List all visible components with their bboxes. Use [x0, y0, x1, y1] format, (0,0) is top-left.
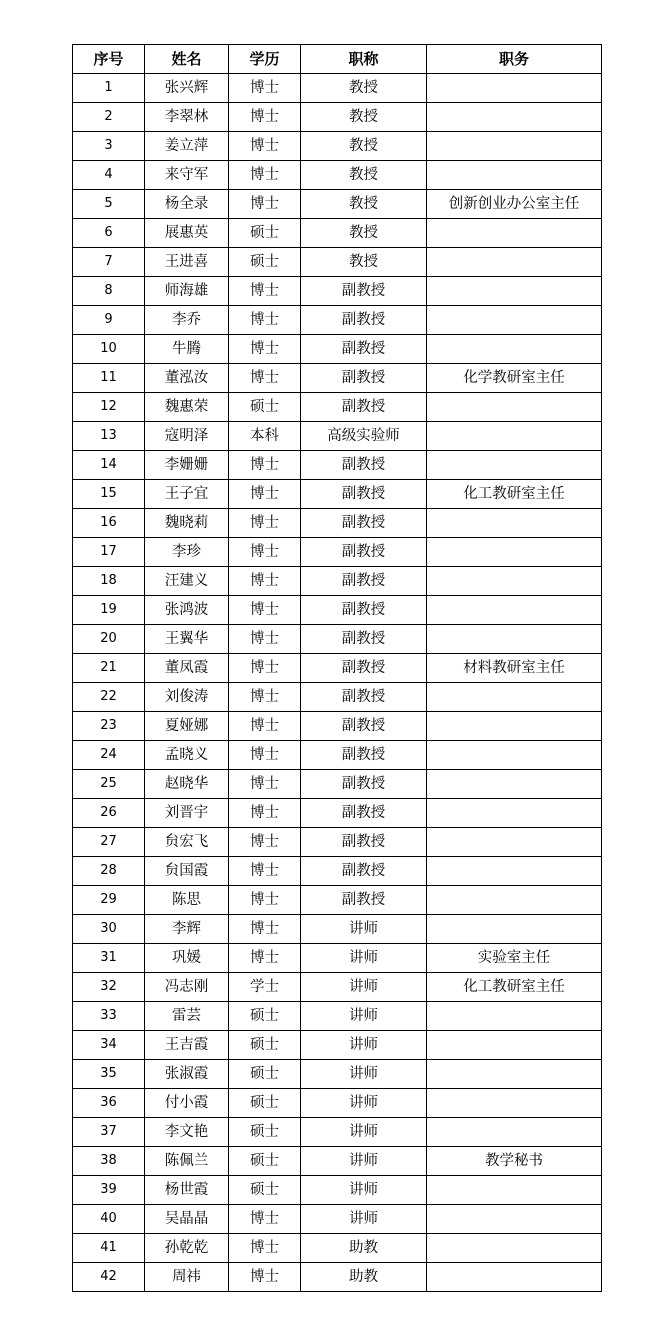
cell-title: 讲师	[301, 1205, 427, 1234]
cell-education: 博士	[229, 799, 301, 828]
cell-name: 李姗姗	[145, 451, 229, 480]
cell-name: 王翼华	[145, 625, 229, 654]
cell-name: 王子宜	[145, 480, 229, 509]
cell-no: 7	[73, 248, 145, 277]
table-row	[73, 277, 602, 306]
cell-no: 33	[73, 1002, 145, 1031]
cell-position	[427, 161, 602, 190]
table-row	[73, 103, 602, 132]
table-row	[73, 915, 602, 944]
cell-no: 16	[73, 509, 145, 538]
cell-no: 6	[73, 219, 145, 248]
cell-name: 李珍	[145, 538, 229, 567]
cell-education: 博士	[229, 538, 301, 567]
cell-name: 魏惠荣	[145, 393, 229, 422]
cell-no: 28	[73, 857, 145, 886]
table-row	[73, 741, 602, 770]
cell-position	[427, 828, 602, 857]
cell-title: 副教授	[301, 799, 427, 828]
cell-no: 42	[73, 1263, 145, 1292]
cell-title: 教授	[301, 190, 427, 219]
table-row	[73, 1031, 602, 1060]
header-position: 职务	[427, 45, 602, 74]
header-education: 学历	[229, 45, 301, 74]
cell-education: 博士	[229, 509, 301, 538]
cell-title: 副教授	[301, 596, 427, 625]
table-row	[73, 219, 602, 248]
cell-education: 博士	[229, 683, 301, 712]
cell-position: 化学教研室主任	[427, 364, 602, 393]
cell-position	[427, 857, 602, 886]
table-row	[73, 306, 602, 335]
cell-title: 副教授	[301, 306, 427, 335]
cell-position	[427, 306, 602, 335]
cell-no: 27	[73, 828, 145, 857]
cell-title: 讲师	[301, 1031, 427, 1060]
cell-name: 姜立萍	[145, 132, 229, 161]
cell-name: 雷芸	[145, 1002, 229, 1031]
table-row	[73, 364, 602, 393]
cell-education: 博士	[229, 915, 301, 944]
cell-education: 博士	[229, 1205, 301, 1234]
cell-education: 博士	[229, 886, 301, 915]
table-row	[73, 1002, 602, 1031]
table-row	[73, 886, 602, 915]
cell-title: 副教授	[301, 335, 427, 364]
cell-education: 博士	[229, 1234, 301, 1263]
cell-no: 36	[73, 1089, 145, 1118]
table-row	[73, 132, 602, 161]
cell-title: 教授	[301, 103, 427, 132]
table-row	[73, 190, 602, 219]
cell-position	[427, 335, 602, 364]
table-row	[73, 393, 602, 422]
cell-position	[427, 1002, 602, 1031]
cell-no: 12	[73, 393, 145, 422]
cell-name: 陈思	[145, 886, 229, 915]
cell-position	[427, 103, 602, 132]
cell-education: 博士	[229, 451, 301, 480]
cell-title: 副教授	[301, 683, 427, 712]
cell-title: 副教授	[301, 364, 427, 393]
cell-no: 25	[73, 770, 145, 799]
cell-no: 19	[73, 596, 145, 625]
header-title: 职称	[301, 45, 427, 74]
cell-title: 讲师	[301, 1060, 427, 1089]
cell-name: 张兴辉	[145, 74, 229, 103]
cell-education: 硕士	[229, 1002, 301, 1031]
cell-education: 博士	[229, 625, 301, 654]
cell-no: 41	[73, 1234, 145, 1263]
cell-name: 李翠林	[145, 103, 229, 132]
cell-education: 硕士	[229, 1176, 301, 1205]
table-row	[73, 625, 602, 654]
cell-education: 博士	[229, 335, 301, 364]
table-row	[73, 1205, 602, 1234]
cell-education: 博士	[229, 306, 301, 335]
staff-table	[72, 44, 602, 1292]
cell-name: 张淑霞	[145, 1060, 229, 1089]
cell-education: 博士	[229, 944, 301, 973]
cell-name: 杨全录	[145, 190, 229, 219]
cell-title: 教授	[301, 161, 427, 190]
table-row	[73, 1147, 602, 1176]
cell-name: 贠国霞	[145, 857, 229, 886]
cell-no: 14	[73, 451, 145, 480]
cell-no: 38	[73, 1147, 145, 1176]
cell-no: 37	[73, 1118, 145, 1147]
cell-education: 硕士	[229, 1031, 301, 1060]
cell-name: 寇明泽	[145, 422, 229, 451]
cell-title: 讲师	[301, 1002, 427, 1031]
table-row	[73, 451, 602, 480]
cell-position	[427, 1176, 602, 1205]
cell-title: 副教授	[301, 770, 427, 799]
cell-education: 硕士	[229, 1089, 301, 1118]
cell-position	[427, 1031, 602, 1060]
table-row	[73, 1089, 602, 1118]
cell-position	[427, 132, 602, 161]
cell-no: 30	[73, 915, 145, 944]
cell-name: 孟晓义	[145, 741, 229, 770]
table-row	[73, 1234, 602, 1263]
cell-education: 博士	[229, 190, 301, 219]
cell-title: 讲师	[301, 1089, 427, 1118]
cell-education: 博士	[229, 132, 301, 161]
cell-name: 董泓汝	[145, 364, 229, 393]
table-row	[73, 509, 602, 538]
cell-position: 教学秘书	[427, 1147, 602, 1176]
cell-name: 魏晓莉	[145, 509, 229, 538]
cell-name: 冯志刚	[145, 973, 229, 1002]
cell-name: 展惠英	[145, 219, 229, 248]
cell-position: 实验室主任	[427, 944, 602, 973]
table-row	[73, 770, 602, 799]
cell-name: 夏娅娜	[145, 712, 229, 741]
cell-education: 硕士	[229, 1147, 301, 1176]
cell-title: 副教授	[301, 625, 427, 654]
cell-name: 汪建义	[145, 567, 229, 596]
table-row	[73, 828, 602, 857]
cell-no: 17	[73, 538, 145, 567]
cell-position	[427, 509, 602, 538]
cell-title: 副教授	[301, 741, 427, 770]
cell-name: 董凤霞	[145, 654, 229, 683]
cell-title: 助教	[301, 1263, 427, 1292]
cell-education: 博士	[229, 741, 301, 770]
cell-no: 20	[73, 625, 145, 654]
cell-education: 博士	[229, 596, 301, 625]
table-row	[73, 1263, 602, 1292]
table-row	[73, 712, 602, 741]
cell-education: 博士	[229, 770, 301, 799]
cell-title: 讲师	[301, 1118, 427, 1147]
cell-name: 吴晶晶	[145, 1205, 229, 1234]
cell-no: 2	[73, 103, 145, 132]
cell-no: 40	[73, 1205, 145, 1234]
cell-title: 教授	[301, 219, 427, 248]
cell-no: 21	[73, 654, 145, 683]
cell-name: 杨世霞	[145, 1176, 229, 1205]
cell-position	[427, 1089, 602, 1118]
cell-no: 13	[73, 422, 145, 451]
cell-title: 副教授	[301, 857, 427, 886]
table-row	[73, 74, 602, 103]
cell-education: 博士	[229, 567, 301, 596]
cell-name: 师海雄	[145, 277, 229, 306]
cell-title: 讲师	[301, 1147, 427, 1176]
cell-name: 牛腾	[145, 335, 229, 364]
cell-position	[427, 770, 602, 799]
cell-name: 付小霞	[145, 1089, 229, 1118]
cell-position: 化工教研室主任	[427, 480, 602, 509]
header-name: 姓名	[145, 45, 229, 74]
cell-education: 硕士	[229, 219, 301, 248]
cell-education: 博士	[229, 654, 301, 683]
cell-no: 9	[73, 306, 145, 335]
cell-name: 赵晓华	[145, 770, 229, 799]
cell-title: 高级实验师	[301, 422, 427, 451]
cell-name: 贠宏飞	[145, 828, 229, 857]
cell-title: 教授	[301, 74, 427, 103]
cell-education: 博士	[229, 161, 301, 190]
cell-position	[427, 277, 602, 306]
cell-no: 11	[73, 364, 145, 393]
cell-position	[427, 451, 602, 480]
cell-position	[427, 538, 602, 567]
cell-title: 副教授	[301, 886, 427, 915]
cell-position	[427, 596, 602, 625]
cell-name: 陈佩兰	[145, 1147, 229, 1176]
cell-title: 副教授	[301, 654, 427, 683]
cell-position	[427, 886, 602, 915]
cell-title: 副教授	[301, 567, 427, 596]
cell-position	[427, 74, 602, 103]
cell-no: 15	[73, 480, 145, 509]
cell-position	[427, 915, 602, 944]
table-row	[73, 973, 602, 1002]
cell-position	[427, 799, 602, 828]
cell-education: 博士	[229, 828, 301, 857]
cell-position	[427, 683, 602, 712]
cell-name: 周祎	[145, 1263, 229, 1292]
cell-title: 副教授	[301, 277, 427, 306]
cell-position	[427, 393, 602, 422]
cell-title: 教授	[301, 248, 427, 277]
cell-no: 31	[73, 944, 145, 973]
cell-name: 巩媛	[145, 944, 229, 973]
cell-position	[427, 422, 602, 451]
cell-no: 22	[73, 683, 145, 712]
table-row	[73, 1176, 602, 1205]
cell-name: 王进喜	[145, 248, 229, 277]
cell-title: 讲师	[301, 944, 427, 973]
cell-title: 副教授	[301, 509, 427, 538]
cell-title: 讲师	[301, 973, 427, 1002]
cell-name: 来守军	[145, 161, 229, 190]
table-row	[73, 335, 602, 364]
table-row	[73, 1060, 602, 1089]
cell-education: 硕士	[229, 1118, 301, 1147]
cell-name: 李文艳	[145, 1118, 229, 1147]
cell-no: 8	[73, 277, 145, 306]
cell-education: 学士	[229, 973, 301, 1002]
cell-name: 李乔	[145, 306, 229, 335]
table-row	[73, 654, 602, 683]
cell-name: 孙乾乾	[145, 1234, 229, 1263]
cell-position	[427, 248, 602, 277]
table-row	[73, 567, 602, 596]
cell-no: 32	[73, 973, 145, 1002]
cell-position	[427, 1060, 602, 1089]
cell-education: 硕士	[229, 248, 301, 277]
cell-title: 副教授	[301, 451, 427, 480]
cell-position	[427, 1234, 602, 1263]
table-row	[73, 799, 602, 828]
cell-no: 39	[73, 1176, 145, 1205]
cell-position	[427, 1118, 602, 1147]
table-header	[73, 45, 602, 74]
table-row	[73, 480, 602, 509]
cell-title: 助教	[301, 1234, 427, 1263]
cell-title: 讲师	[301, 915, 427, 944]
cell-no: 18	[73, 567, 145, 596]
cell-name: 刘晋宇	[145, 799, 229, 828]
cell-title: 副教授	[301, 538, 427, 567]
table-row	[73, 422, 602, 451]
cell-education: 博士	[229, 277, 301, 306]
cell-title: 副教授	[301, 828, 427, 857]
cell-no: 29	[73, 886, 145, 915]
cell-position	[427, 741, 602, 770]
cell-no: 10	[73, 335, 145, 364]
cell-name: 刘俊涛	[145, 683, 229, 712]
cell-position	[427, 567, 602, 596]
cell-no: 35	[73, 1060, 145, 1089]
cell-position: 材料教研室主任	[427, 654, 602, 683]
table-row	[73, 857, 602, 886]
table-row	[73, 683, 602, 712]
cell-no: 23	[73, 712, 145, 741]
cell-title: 教授	[301, 132, 427, 161]
cell-education: 硕士	[229, 393, 301, 422]
table-body	[73, 74, 602, 1292]
cell-position	[427, 1263, 602, 1292]
cell-position: 创新创业办公室主任	[427, 190, 602, 219]
table-row	[73, 161, 602, 190]
cell-education: 博士	[229, 857, 301, 886]
table-row	[73, 538, 602, 567]
cell-title: 副教授	[301, 393, 427, 422]
cell-education: 博士	[229, 103, 301, 132]
cell-education: 博士	[229, 712, 301, 741]
table-row	[73, 944, 602, 973]
table-row	[73, 1118, 602, 1147]
cell-position	[427, 219, 602, 248]
cell-no: 3	[73, 132, 145, 161]
cell-title: 副教授	[301, 480, 427, 509]
cell-education: 博士	[229, 480, 301, 509]
cell-name: 李辉	[145, 915, 229, 944]
header-no: 序号	[73, 45, 145, 74]
cell-position	[427, 625, 602, 654]
cell-no: 26	[73, 799, 145, 828]
cell-education: 博士	[229, 74, 301, 103]
cell-no: 4	[73, 161, 145, 190]
header-row	[73, 45, 602, 74]
cell-position	[427, 1205, 602, 1234]
cell-education: 博士	[229, 364, 301, 393]
cell-position: 化工教研室主任	[427, 973, 602, 1002]
cell-title: 副教授	[301, 712, 427, 741]
cell-education: 博士	[229, 1263, 301, 1292]
table-row	[73, 596, 602, 625]
cell-position	[427, 712, 602, 741]
cell-title: 讲师	[301, 1176, 427, 1205]
cell-no: 24	[73, 741, 145, 770]
cell-education: 本科	[229, 422, 301, 451]
cell-no: 1	[73, 74, 145, 103]
cell-education: 硕士	[229, 1060, 301, 1089]
cell-name: 王吉霞	[145, 1031, 229, 1060]
cell-no: 5	[73, 190, 145, 219]
cell-no: 34	[73, 1031, 145, 1060]
table-row	[73, 248, 602, 277]
cell-name: 张鸿波	[145, 596, 229, 625]
